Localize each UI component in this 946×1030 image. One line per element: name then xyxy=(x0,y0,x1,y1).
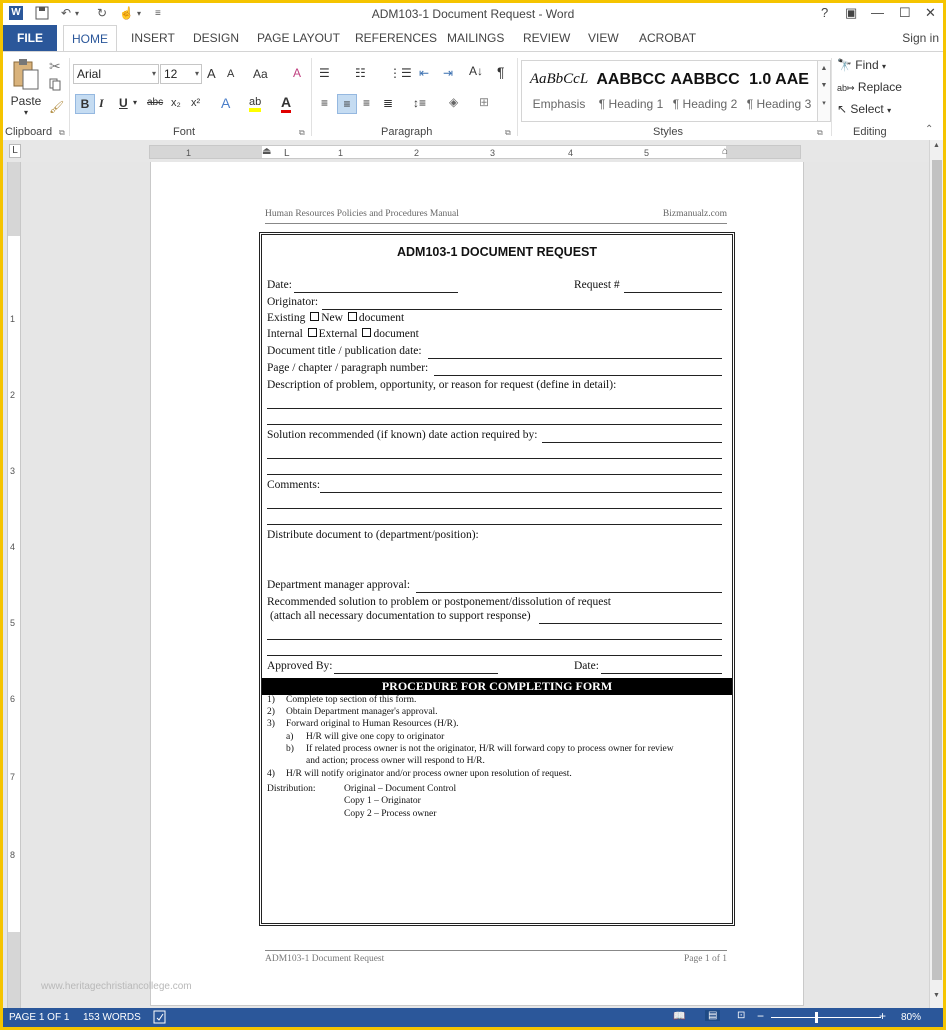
zoom-out-button[interactable]: − xyxy=(757,1009,765,1023)
paste-icon xyxy=(11,58,41,92)
change-case-button[interactable]: Aa xyxy=(253,67,268,81)
multilevel-list-icon[interactable]: ⋮☰ xyxy=(389,66,412,80)
paragraph-group-label: Paragraph xyxy=(381,126,433,138)
undo-icon[interactable]: ↶ xyxy=(61,6,72,20)
highlight-button[interactable]: ab xyxy=(249,96,261,112)
vertical-ruler[interactable] xyxy=(7,162,21,1008)
scroll-up-icon[interactable]: ▲ xyxy=(933,142,940,149)
tab-insert[interactable]: INSERT xyxy=(131,31,175,45)
new-label: New xyxy=(321,312,343,324)
indent-marker-icon[interactable]: ⏏ xyxy=(262,146,272,157)
approved-date-field[interactable] xyxy=(601,673,722,674)
style-name: ¶ Heading 3 xyxy=(746,97,812,111)
paragraph-launcher-icon[interactable]: ⧉ xyxy=(505,128,511,137)
font-name-value: Arial xyxy=(77,67,102,81)
solution-label: Solution recommended (if known) date action required by: xyxy=(267,429,538,441)
chevron-down-icon: ▾ xyxy=(887,106,892,115)
substep-text: H/R will give one copy to originator xyxy=(306,732,445,742)
dept-approval-label: Department manager approval: xyxy=(267,579,411,591)
request-number-field[interactable] xyxy=(624,292,722,293)
help-button[interactable]: ? xyxy=(821,5,829,20)
separator xyxy=(69,58,70,136)
font-name-combo[interactable] xyxy=(73,64,159,84)
approved-date-label: Date: xyxy=(574,660,599,672)
step-text: Forward original to Human Resources (H/R). xyxy=(286,719,459,729)
header-left: Human Resources Policies and Procedures Manual xyxy=(265,209,459,219)
substep-text: and action; process owner will respond to H/R. xyxy=(306,756,485,766)
tab-references[interactable]: REFERENCES xyxy=(355,31,438,45)
header-right: Bizmanualz.com xyxy=(662,209,727,219)
solution-line[interactable] xyxy=(267,474,722,475)
description-line[interactable] xyxy=(267,408,722,409)
more-icon[interactable]: ▾ xyxy=(822,100,826,107)
step-number: 4) xyxy=(267,769,275,779)
ruler-bottom-margin xyxy=(8,932,20,1008)
tab-review[interactable]: REVIEW xyxy=(523,31,571,45)
tab-page-layout[interactable]: PAGE LAYOUT xyxy=(257,31,340,45)
chevron-down-icon[interactable]: ▼ xyxy=(820,82,828,89)
dept-approval-field[interactable] xyxy=(416,592,722,593)
borders-icon[interactable]: ⊞ xyxy=(479,95,490,109)
external-checkbox[interactable] xyxy=(308,328,317,337)
style-heading-1[interactable] xyxy=(596,61,666,119)
tab-mailings[interactable]: MAILINGS xyxy=(447,31,505,45)
ruler-number: 1 xyxy=(338,148,344,158)
originator-field[interactable] xyxy=(322,309,722,310)
ruler-number: 5 xyxy=(10,618,16,628)
window-title: ADM103-1 Document Request - Word xyxy=(371,7,575,21)
justify-icon[interactable]: ≣ xyxy=(383,96,394,110)
editing-group-label: Editing xyxy=(853,126,887,138)
word-count[interactable]: 153 WORDS xyxy=(83,1012,141,1023)
distribution-item: Copy 2 – Process owner xyxy=(344,809,437,819)
cursor-icon: ↖ xyxy=(837,102,848,116)
decrease-indent-icon[interactable]: ⇤ xyxy=(419,66,430,80)
recommended-line1: Recommended solution to problem or postponement/dissolution of request xyxy=(267,596,611,608)
font-color-button[interactable]: A xyxy=(281,94,291,113)
format-painter-icon[interactable]: 🖌 xyxy=(49,100,65,114)
style-preview: AABBCC xyxy=(670,71,740,88)
page-count[interactable]: PAGE 1 OF 1 xyxy=(9,1012,70,1023)
word-window xyxy=(3,3,943,1027)
align-left-icon[interactable]: ≡ xyxy=(321,96,329,110)
form-title: ADM103-1 DOCUMENT REQUEST xyxy=(396,245,598,259)
underline-button[interactable]: U xyxy=(119,96,128,110)
tab-home[interactable]: HOME xyxy=(63,25,117,52)
document-page[interactable] xyxy=(150,162,804,1006)
internal-label: Internal xyxy=(267,328,303,340)
show-formatting-button[interactable]: ¶ xyxy=(497,64,505,80)
distribution-item: Original – Document Control xyxy=(344,784,457,794)
distribution-label: Distribution: xyxy=(267,784,316,794)
footer-left: ADM103-1 Document Request xyxy=(265,954,385,964)
web-layout-icon[interactable]: ⊡ xyxy=(737,1010,746,1021)
ruler-number: 1 xyxy=(186,148,192,158)
ribbon-tabs xyxy=(3,25,943,51)
doc-title-label: Document title / publication date: xyxy=(267,345,422,357)
replace-button[interactable] xyxy=(837,80,902,94)
comments-line[interactable] xyxy=(267,508,722,509)
separator xyxy=(311,58,312,136)
external-label: External xyxy=(318,328,358,340)
step-text: Complete top section of this form. xyxy=(286,695,417,705)
align-right-icon[interactable]: ≡ xyxy=(363,96,371,110)
scroll-thumb[interactable] xyxy=(932,160,942,980)
watermark-text: www.heritagechristiancollege.com xyxy=(41,981,192,992)
redo-icon[interactable]: ↻ xyxy=(97,6,108,20)
style-name: Emphasis xyxy=(532,97,586,111)
word-app-icon[interactable]: W xyxy=(9,6,23,20)
collapse-ribbon-icon[interactable]: ⌃ xyxy=(925,124,934,135)
ruler-number: 2 xyxy=(414,148,420,158)
touch-mode-icon[interactable]: ☝ xyxy=(119,6,134,20)
font-size-combo[interactable] xyxy=(160,64,202,84)
step-number: 2) xyxy=(267,707,275,717)
page-header xyxy=(265,209,727,224)
style-preview: AABBCC xyxy=(596,71,666,88)
chevron-down-icon: ▾ xyxy=(194,69,199,78)
print-layout-icon[interactable]: ▤ xyxy=(705,1010,720,1021)
style-preview: 1.0 AAE xyxy=(749,71,809,88)
description-label: Description of problem, opportunity, or reason for request (define in detail): xyxy=(267,379,617,391)
shading-icon[interactable]: ◈ xyxy=(449,95,459,109)
qat-customize-icon[interactable]: ▾ xyxy=(137,9,142,18)
tab-acrobat[interactable]: ACROBAT xyxy=(639,31,697,45)
right-indent-marker-icon[interactable]: ⌂ xyxy=(722,146,729,157)
underline-dropdown-icon[interactable]: ▾ xyxy=(133,98,138,107)
substep-letter: b) xyxy=(286,744,294,754)
document-label-2: document xyxy=(373,328,419,340)
style-emphasis[interactable] xyxy=(524,61,594,119)
strikethrough-button[interactable]: abc xyxy=(147,97,164,108)
description-line[interactable] xyxy=(267,424,722,425)
paste-dropdown-icon[interactable]: ▾ xyxy=(23,108,28,117)
qat-more-icon[interactable]: ≡ xyxy=(155,8,161,19)
ruler-number: 4 xyxy=(10,542,16,552)
recommended-line[interactable] xyxy=(267,639,722,640)
substep-letter: a) xyxy=(286,732,294,742)
ruler-number: 5 xyxy=(644,148,650,158)
ruler-right-margin xyxy=(726,146,800,158)
vertical-scrollbar[interactable] xyxy=(929,140,943,1008)
recommended-line2: (attach all necessary documentation to support response) xyxy=(270,610,531,622)
solution-line[interactable] xyxy=(267,458,722,459)
zoom-in-button[interactable]: + xyxy=(879,1009,887,1023)
find-button[interactable] xyxy=(837,58,886,72)
step-text: Obtain Department manager's approval. xyxy=(286,707,438,717)
scroll-down-icon[interactable]: ▼ xyxy=(933,992,940,999)
request-label: Request # xyxy=(574,279,620,291)
step-number: 1) xyxy=(267,695,275,705)
originator-label: Originator: xyxy=(267,296,319,308)
ruler-top-margin xyxy=(8,162,20,236)
text-effects-button[interactable]: A xyxy=(221,95,231,111)
maximize-button[interactable]: ☐ xyxy=(899,5,911,20)
styles-scroll[interactable] xyxy=(817,60,831,122)
find-label: Find xyxy=(855,58,879,72)
styles-group-label: Styles xyxy=(653,126,683,138)
document-label: document xyxy=(358,312,405,324)
chevron-down-icon: ▾ xyxy=(881,62,886,71)
tab-selector[interactable]: L xyxy=(9,144,21,158)
cut-icon[interactable]: ✂ xyxy=(49,58,61,74)
paste-button[interactable] xyxy=(7,56,45,118)
step-number: 3) xyxy=(267,719,275,729)
tab-file[interactable]: FILE xyxy=(3,25,57,51)
status-bar xyxy=(3,1008,943,1027)
style-name: ¶ Heading 1 xyxy=(598,97,664,111)
footer-right: Page 1 of 1 xyxy=(683,954,727,964)
binoculars-icon: 🔭 xyxy=(837,58,852,72)
ruler-number: 8 xyxy=(10,850,16,860)
comments-label: Comments: xyxy=(267,479,321,491)
date-label: Date: xyxy=(267,279,292,291)
horizontal-ruler-row xyxy=(3,140,943,162)
distribute-label: Distribute document to (department/position): xyxy=(267,529,479,541)
ruler-number: 3 xyxy=(490,148,496,158)
increase-indent-icon[interactable]: ⇥ xyxy=(443,66,454,80)
recommended-field[interactable] xyxy=(539,623,722,624)
substep-text: If related process owner is not the originator, H/R will forward copy to process owner for review xyxy=(306,744,674,754)
bold-button[interactable]: B xyxy=(75,94,95,114)
replace-icon: ab↦ xyxy=(837,83,855,93)
existing-label: Existing xyxy=(267,312,306,324)
replace-label: Replace xyxy=(857,80,902,94)
comments-field[interactable] xyxy=(320,492,722,493)
line-spacing-icon[interactable]: ↕≡ xyxy=(413,96,427,110)
ruler-number: 1 xyxy=(10,314,16,324)
tab-design[interactable]: DESIGN xyxy=(193,31,240,45)
separator xyxy=(831,58,832,136)
style-heading-2[interactable] xyxy=(670,61,740,119)
ruler-number: 4 xyxy=(568,148,574,158)
styles-gallery xyxy=(521,60,819,122)
ruler-number: 2 xyxy=(10,390,16,400)
page-chapter-field[interactable] xyxy=(434,375,722,376)
ribbon-display-button[interactable]: ▣ xyxy=(845,5,858,20)
new-checkbox[interactable] xyxy=(310,312,319,321)
superscript-button[interactable]: x² xyxy=(191,97,201,109)
distribution-item: Copy 1 – Originator xyxy=(344,796,421,806)
document-checkbox[interactable] xyxy=(348,312,357,321)
zoom-slider[interactable] xyxy=(771,1017,881,1018)
align-center-icon[interactable]: ≡ xyxy=(337,94,357,114)
document-checkbox-2[interactable] xyxy=(362,328,371,337)
italic-button[interactable]: I xyxy=(99,96,104,110)
select-label: Select xyxy=(850,102,884,116)
ribbon xyxy=(3,51,943,141)
tab-stop-icon[interactable]: L xyxy=(284,148,290,159)
ruler-number: 3 xyxy=(10,466,16,476)
separator xyxy=(517,58,518,136)
subscript-button[interactable]: x₂ xyxy=(171,97,181,109)
zoom-slider-thumb[interactable] xyxy=(815,1012,818,1023)
request-form xyxy=(259,232,735,926)
font-launcher-icon[interactable]: ⧉ xyxy=(299,128,305,137)
close-button[interactable]: ✕ xyxy=(925,5,936,20)
internal-external-row xyxy=(267,328,419,340)
select-button[interactable] xyxy=(837,102,891,116)
step-text: H/R will notify originator and/or process owner upon resolution of request. xyxy=(286,769,572,779)
grow-font-button[interactable]: A xyxy=(207,66,216,81)
approved-by-label: Approved By: xyxy=(267,660,333,672)
clear-formatting-button[interactable]: A xyxy=(293,66,302,80)
solution-date-field[interactable] xyxy=(542,442,722,443)
title-bar xyxy=(3,3,943,25)
approved-by-field[interactable] xyxy=(334,673,498,674)
page-footer xyxy=(265,950,727,966)
font-group-label: Font xyxy=(173,126,196,138)
existing-new-row xyxy=(267,312,404,324)
styles-launcher-icon[interactable]: ⧉ xyxy=(817,128,823,137)
style-preview: AaBbCcL xyxy=(529,71,589,87)
shrink-font-button[interactable]: A xyxy=(227,68,235,80)
style-heading-3[interactable] xyxy=(744,61,814,119)
minimize-button[interactable]: — xyxy=(871,5,884,20)
numbering-icon[interactable]: ☷ xyxy=(355,66,366,80)
zoom-level[interactable]: 80% xyxy=(901,1012,922,1023)
comments-line[interactable] xyxy=(267,524,722,525)
recommended-line[interactable] xyxy=(267,655,722,656)
bullets-icon[interactable]: ☰ xyxy=(319,66,330,80)
page-chapter-label: Page / chapter / paragraph number: xyxy=(267,362,429,374)
chevron-up-icon[interactable]: ▲ xyxy=(820,65,828,72)
ruler-left-margin xyxy=(150,146,262,158)
procedure-heading: PROCEDURE FOR COMPLETING FORM xyxy=(262,678,732,695)
font-size-value: 12 xyxy=(164,67,178,81)
doc-title-field[interactable] xyxy=(428,358,722,359)
sign-in-link[interactable]: Sign in xyxy=(902,31,939,45)
clipboard-launcher-icon[interactable]: ⧉ xyxy=(59,128,65,137)
ruler-number: 7 xyxy=(10,772,16,782)
copy-icon[interactable] xyxy=(49,78,61,94)
date-field[interactable] xyxy=(294,292,458,293)
sort-icon[interactable]: A↓ xyxy=(469,64,484,78)
clipboard-group-label: Clipboard xyxy=(5,126,53,138)
proofing-icon[interactable] xyxy=(153,1010,167,1027)
read-mode-icon[interactable]: 📖 xyxy=(673,1011,686,1022)
horizontal-ruler[interactable] xyxy=(149,145,801,159)
undo-dropdown-icon[interactable]: ▾ xyxy=(75,9,80,18)
paste-label: Paste xyxy=(10,94,42,108)
ruler-number: 6 xyxy=(10,694,16,704)
style-name: ¶ Heading 2 xyxy=(672,97,738,111)
tab-view[interactable]: VIEW xyxy=(588,31,619,45)
chevron-down-icon: ▾ xyxy=(151,69,156,78)
